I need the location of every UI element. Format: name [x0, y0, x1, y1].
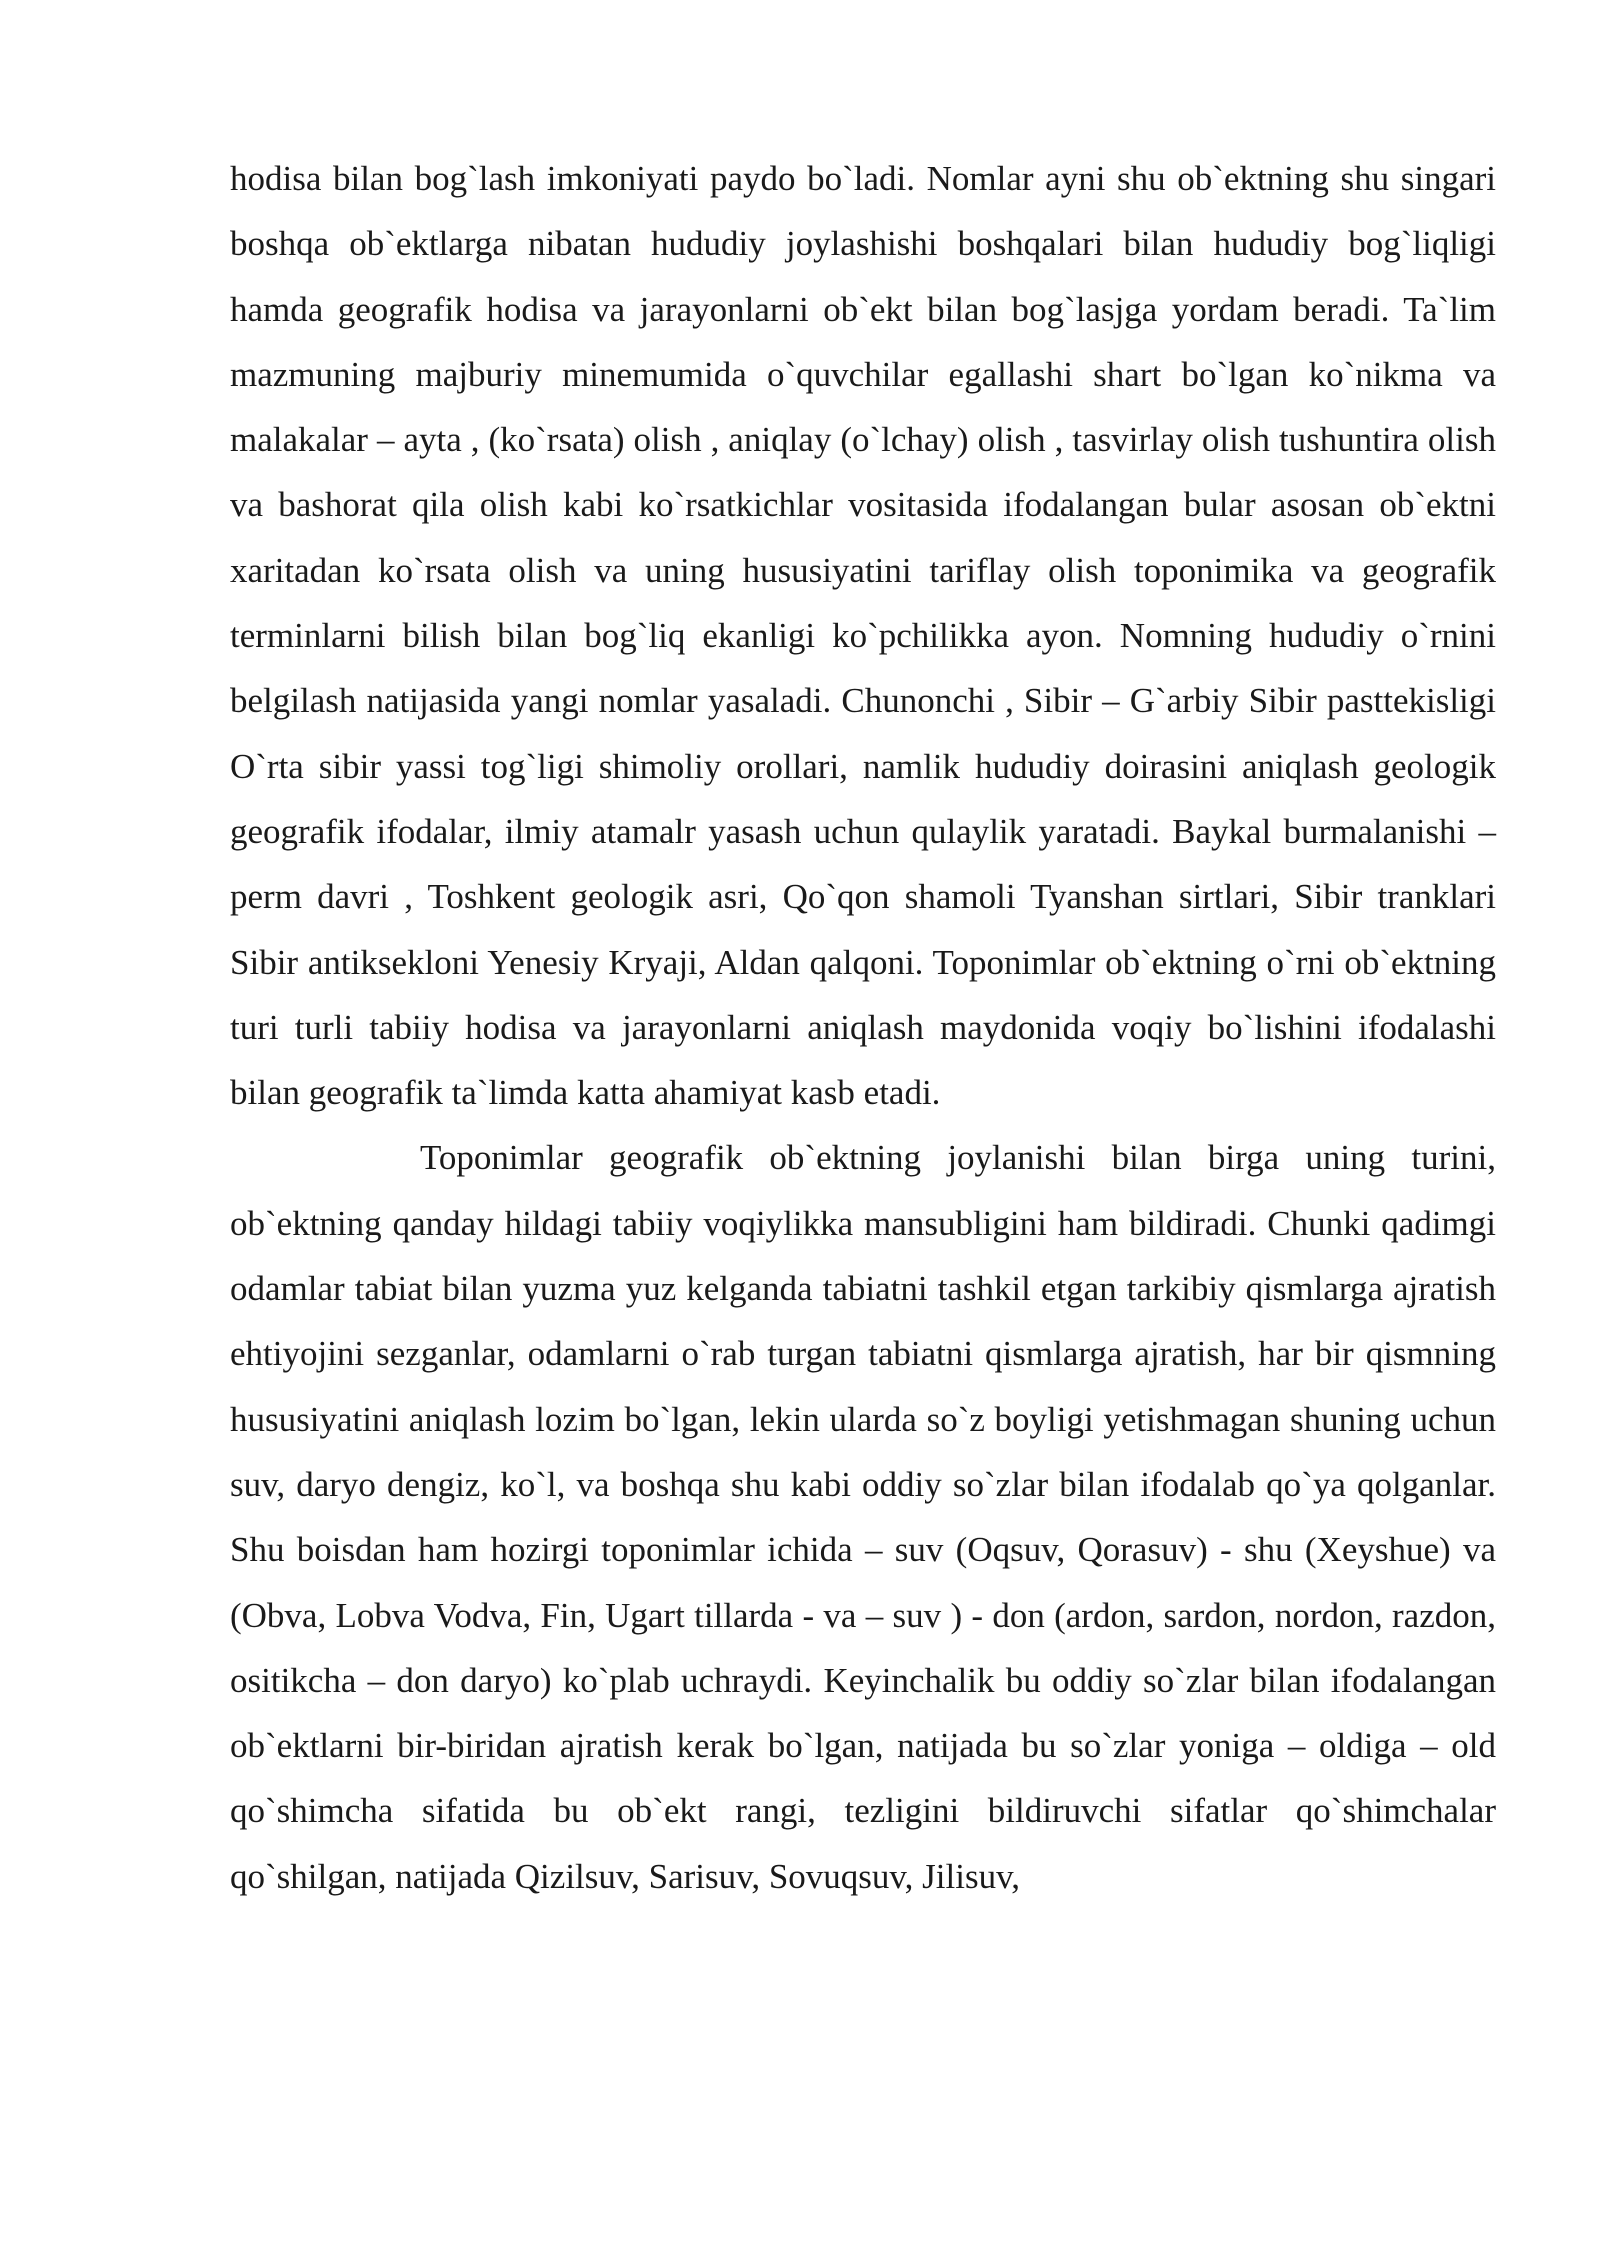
paragraph-1: hodisa bilan bog`lash imkoniyati paydo bo`ladi. Nomlar ayni shu ob`ektning shu singari boshqa ob`ektlarga nibatan hududiy joylashishi boshqalari bilan hududiy bog`liqligi hamda geografik hodisa va jarayonlarni ob`ekt bilan bog`lasjga yordam beradi. Ta`lim mazmuning majburiy minemumida o`quvchilar egallashi shart bo`lgan ko`nikma va malakalar – ayta , (ko`rsata) olish , aniqlay (o`lchay) olish , tasvirlay olish tushuntira olish va bashorat qila olish kabi ko`rsatkichlar vositasida ifodalangan bular asosan ob`ektni xaritadan ko`rsata olish va uning hususiyatini tariflay olish toponimika va geografik terminlarni bilish bilan bog`liq ekanligi ko`pchilikka ayon. Nomning hududiy o`rnini belgilash natijasida yangi nomlar yasaladi. Chunonchi , Sibir – G`arbiy Sibir pasttekisligi O`rta sibir yassi tog`ligi shimoliy orollari, namlik hududiy doirasini aniqlash geologik geografik ifodalar, ilmiy atamalr yasash uchun qulaylik yaratadi. Baykal burmalanishi – perm davri , Toshkent geologik asri, Qo`qon shamoli Tyanshan sirtlari, Sibir tranklari Sibir antiksekloni Yenesiy Kryaji, Aldan qalqoni. Toponimlar ob`ektning o`rni ob`ektning turi turli tabiiy hodisa va jarayonlarni aniqlash maydonida voqiy bo`lishini ifodalashi bilan geografik ta`limda katta ahamiyat kasb etadi.	[230, 159, 1496, 1113]
paragraph-2: Toponimlar geografik ob`ektning joylanishi bilan birga uning turini, ob`ektning qanday hildagi tabiiy voqiylikka mansubligini ham bildiradi. Chunki qadimgi odamlar tabiat bilan yuzma yuz kelganda tabiatni tashkil etgan tarkibiy qismlarga ajratish ehtiyojini sezganlar, odamlarni o`rab turgan tabiatni qismlarga ajratish, har bir qismning hususiyatini aniqlash lozim bo`lgan, lekin ularda so`z boyligi yetishmagan shuning uchun suv, daryo dengiz, ko`l, va boshqa shu kabi oddiy so`zlar bilan ifodalab qo`ya qolganlar. Shu boisdan ham hozirgi toponimlar ichida – suv (Oqsuv, Qorasuv) - shu (Xeyshue) va (Obva, Lobva Vodva, Fin, Ugart tillarda - va – suv ) - don (ardon, sardon, nordon, razdon, ositikcha – don daryo) ko`plab uchraydi. Keyinchalik bu oddiy so`zlar bilan ifodalangan ob`ektlarni bir-biridan ajratish kerak bo`lgan, natijada bu so`zlar yoniga – oldiga – old qo`shimcha sifatida bu ob`ekt rangi, tezligini bildiruvchi sifatlar qo`shimchalar qo`shilgan, natijada Qizilsuv, Sarisuv, Sovuqsuv, Jilisuv,	[230, 1138, 1496, 1896]
document-body	[230, 146, 1496, 1909]
